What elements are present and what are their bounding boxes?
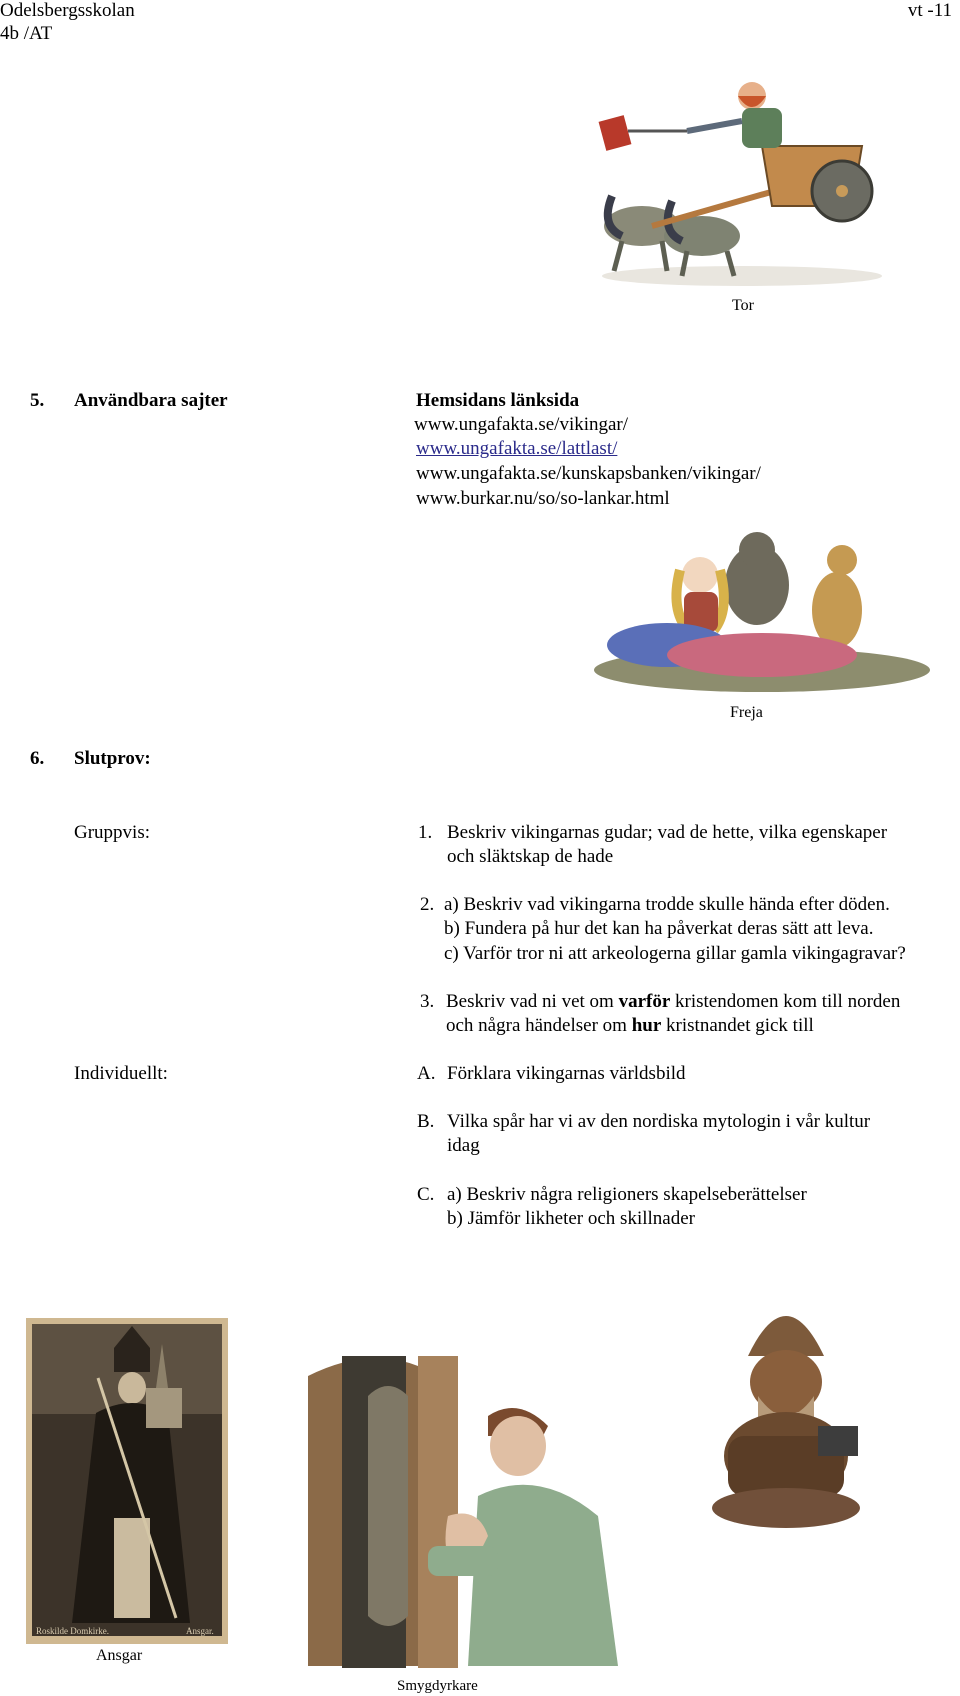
qB-line2: idag <box>447 1135 480 1156</box>
qB-letter: B. <box>417 1111 435 1132</box>
q2-line2: b) Fundera på hur det kan ha påverkat deras sätt att leva. <box>444 918 874 939</box>
link-kunskapsbanken[interactable]: www.ungafakta.se/kunskapsbanken/vikingar/ <box>416 463 761 484</box>
smygdyrkare-caption: Smygdyrkare <box>397 1678 478 1694</box>
thor-chariot-illustration <box>592 76 896 290</box>
ansgar-caption: Ansgar <box>96 1647 143 1664</box>
tor-caption: Tor <box>732 297 754 314</box>
q2-number: 2. <box>420 894 435 915</box>
q1-line2: och släktskap de hade <box>447 846 614 867</box>
school-name: Odelsbergsskolan <box>0 0 135 21</box>
qC-letter: C. <box>417 1184 435 1205</box>
qA-line1: Förklara vikingarnas världsbild <box>447 1063 686 1084</box>
q3-bold-varfor: varför <box>618 991 671 1012</box>
ansgar-print-left: Roskilde Domkirke. <box>36 1626 109 1636</box>
freja-caption: Freja <box>730 704 763 721</box>
q2-line1: a) Beskriv vad vikingarna trodde skulle hända efter döden. <box>444 894 890 915</box>
link-vikingar[interactable]: www.ungafakta.se/vikingar/ <box>414 414 629 435</box>
hidden-worshipper-illustration <box>298 1346 642 1674</box>
section5-title: Användbara sajter <box>74 390 228 411</box>
qB-line1: Vilka spår har vi av den nordiska mytologin i vår kultur <box>447 1111 871 1132</box>
q3-bold-hur: hur <box>631 1015 662 1036</box>
qA-letter: A. <box>417 1063 436 1084</box>
link-burkar[interactable]: www.burkar.nu/so/so-lankar.html <box>416 488 670 509</box>
group-label: Gruppvis: <box>74 822 150 843</box>
freja-with-cats-illustration <box>592 530 930 698</box>
section6-title: Slutprov: <box>74 748 151 769</box>
ansgar-bishop-portrait <box>26 1318 228 1644</box>
q1-line1: Beskriv vikingarnas gudar; vad de hette, vilka egenskaper <box>447 822 888 843</box>
link-lattlast[interactable]: www.ungafakta.se/lattlast/ <box>416 438 618 459</box>
qC-line2: b) Jämför likheter och skillnader <box>447 1208 695 1229</box>
q2-line3: c) Varför tror ni att arkeologerna gillar gamla vikingagravar? <box>444 943 906 964</box>
ansgar-print-right: Ansgar. <box>186 1626 214 1636</box>
individual-label: Individuellt: <box>74 1063 168 1084</box>
q1-number: 1. <box>418 822 433 843</box>
viking-figurine-photo <box>688 1286 884 1538</box>
q3-line2: och några händelser om hur kristnandet gick till <box>446 1015 814 1036</box>
section6-number: 6. <box>30 748 45 769</box>
qC-line1: a) Beskriv några religioners skapelseberättelser <box>447 1184 807 1205</box>
links-heading: Hemsidans länksida <box>416 390 580 411</box>
q3-number: 3. <box>420 991 435 1012</box>
term-label: vt -11 <box>907 0 952 21</box>
section5-number: 5. <box>30 390 45 411</box>
class-label: 4b /AT <box>0 23 53 44</box>
q3-line1: Beskriv vad ni vet om varför kristendomen kom till norden <box>446 991 901 1012</box>
